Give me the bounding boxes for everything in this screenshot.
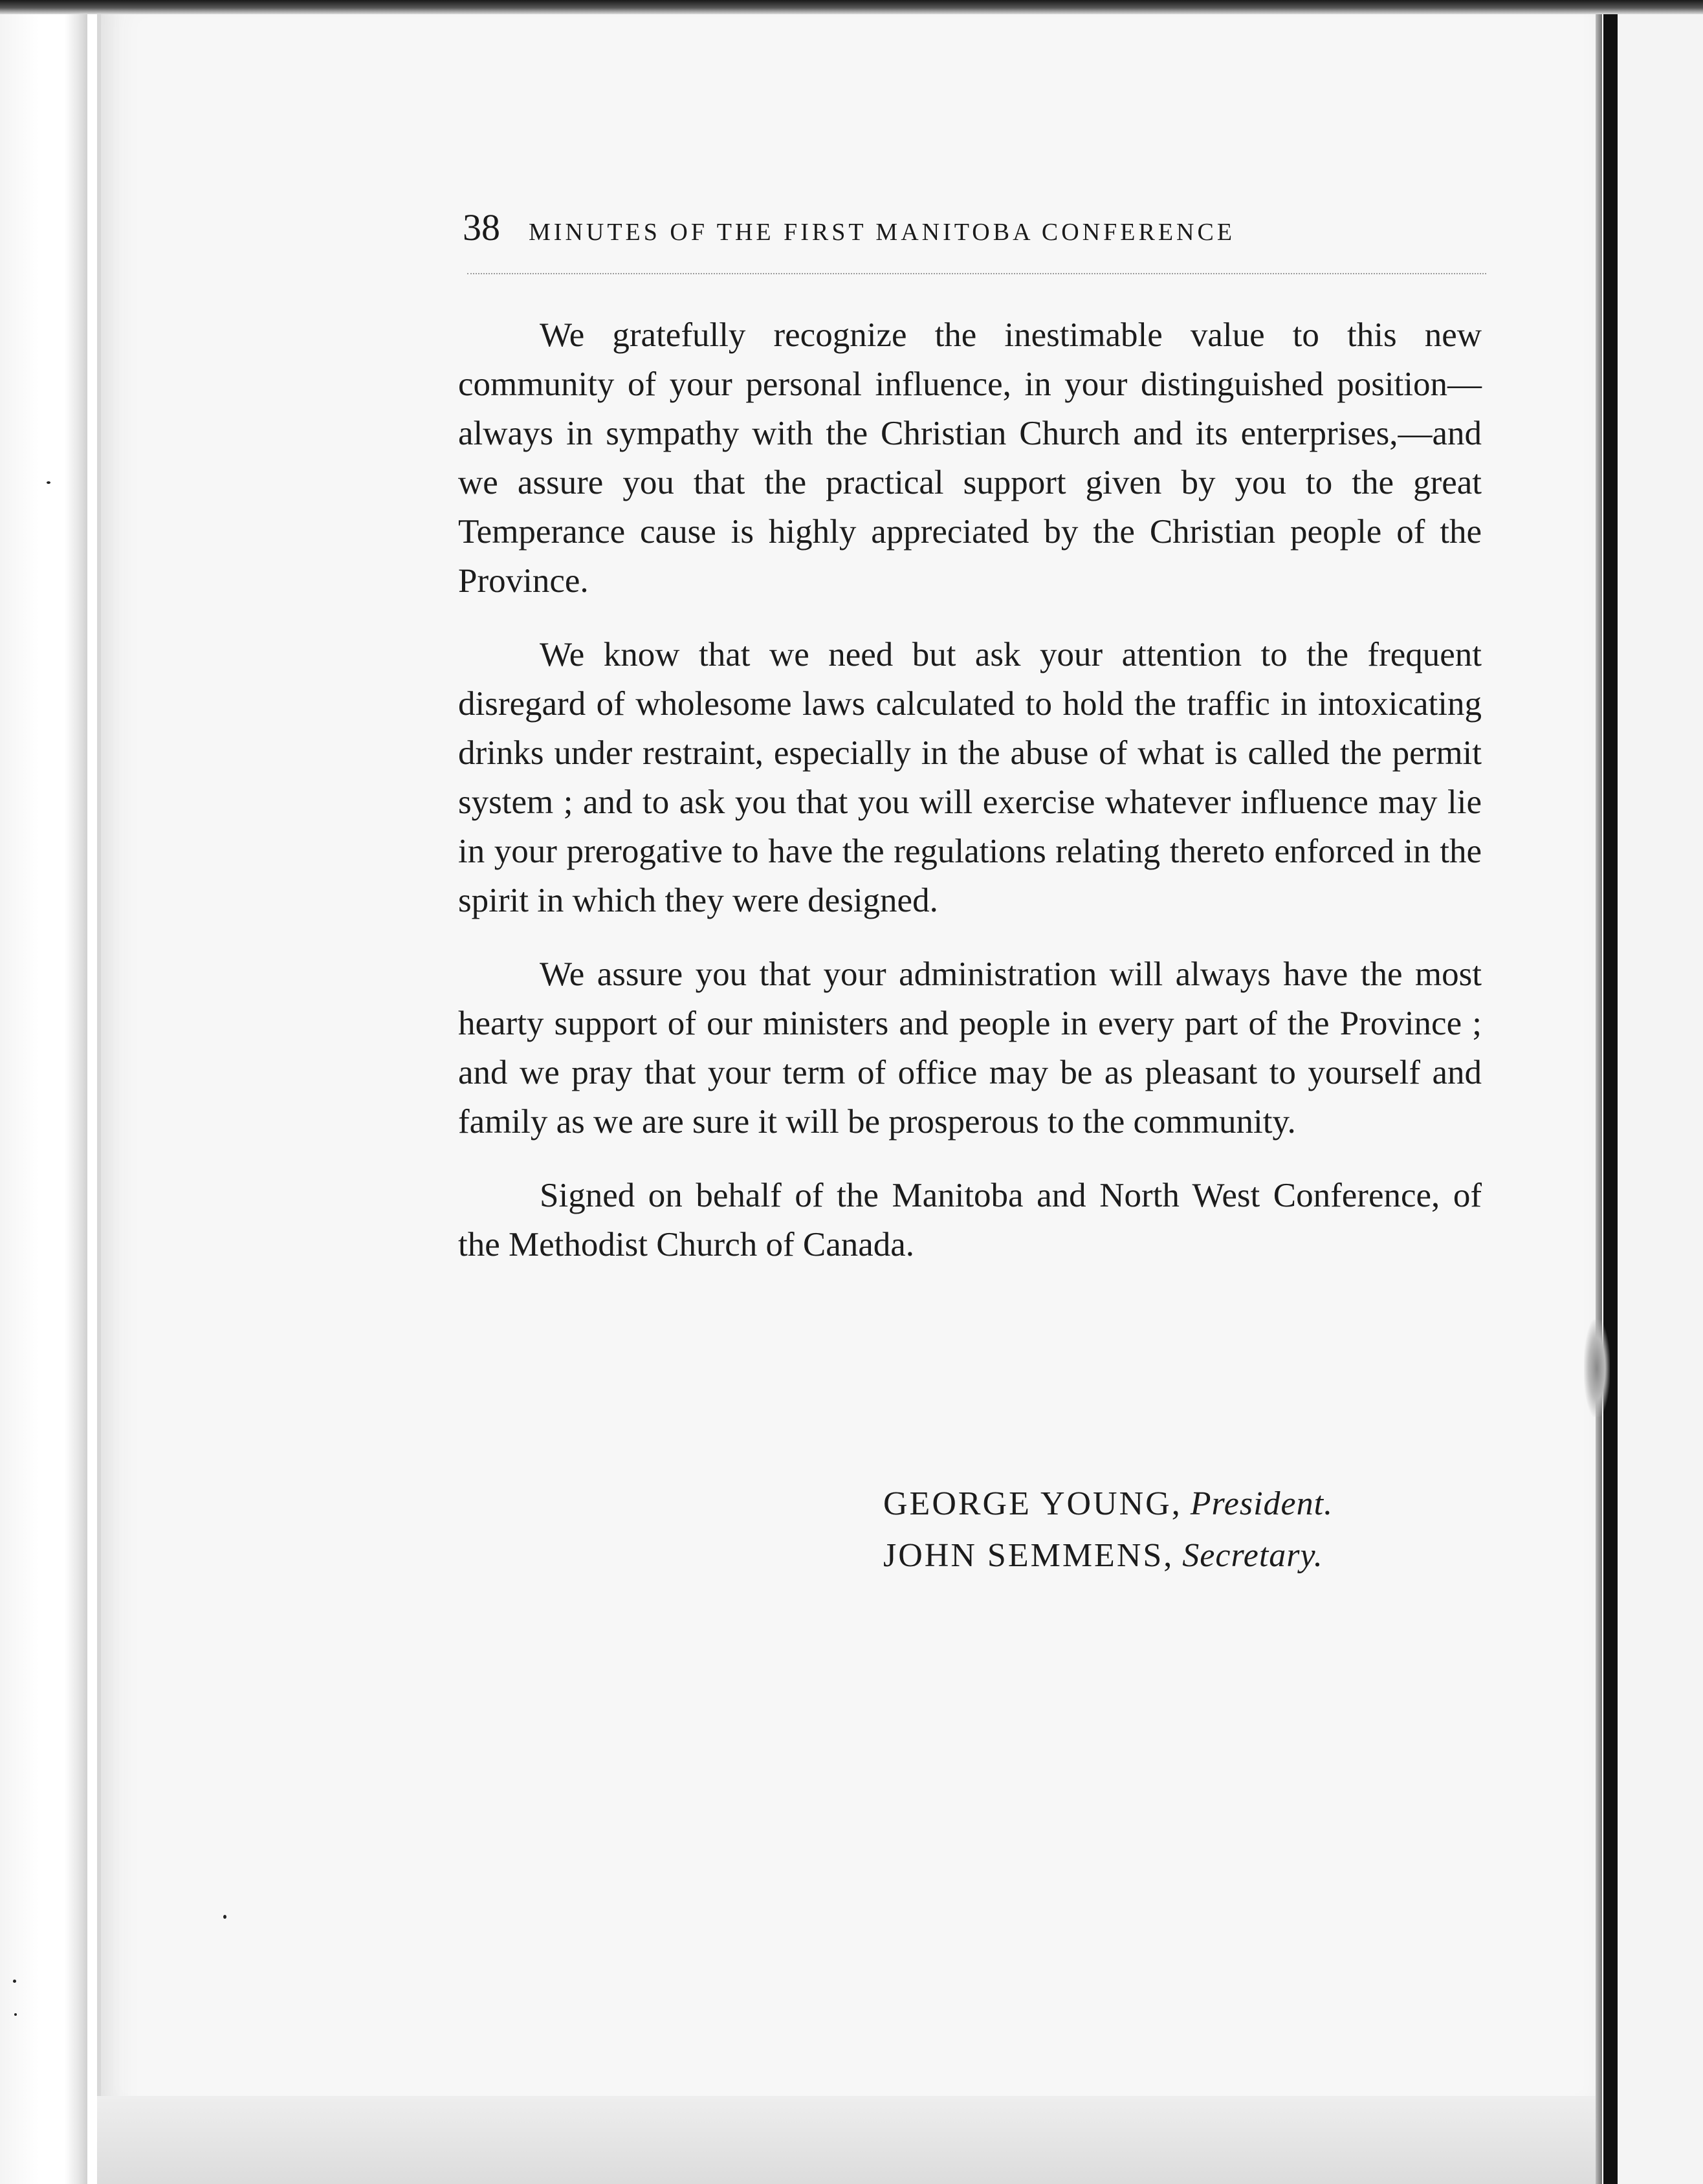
- scan-speck: [14, 2013, 17, 2016]
- signatory-role: Secretary.: [1182, 1537, 1323, 1574]
- header-rule: [467, 273, 1486, 274]
- paragraph: We assure you that your administration will always have the most hearty support of our ministers and people in every part of the Province ; and we pray that your term of office may be as pleasant to yourself and family as we are sure it will be prosperous to the community.: [458, 956, 1482, 1141]
- scanner-left-edge: [0, 0, 87, 2184]
- scanner-top-edge: [0, 0, 1703, 14]
- paragraph: Signed on behalf of the Manitoba and North West Conference, of the Methodist Church of Canada.: [458, 1177, 1482, 1263]
- binding-gutter: [1603, 0, 1618, 2184]
- page-bottom-shadow: [97, 2096, 1598, 2184]
- signature-block: [883, 1478, 1333, 1582]
- body-text: [458, 311, 1482, 1294]
- page-number: 38: [463, 206, 500, 248]
- signatory-name: JOHN SEMMENS,: [883, 1537, 1174, 1574]
- adjacent-page: [1618, 0, 1703, 2184]
- signatory-name: GEORGE YOUNG,: [883, 1485, 1182, 1522]
- paragraph: We know that we need but ask your attention to the frequent disregard of wholesome laws calculated to hold the traffic in intoxicating drinks under restraint, especially in the abuse of what is called the permit system ; and to ask you that you will exercise whatever influence may lie in your prerogative to have the regulations relating thereto enforced in the spirit in which they were designed.: [458, 636, 1482, 919]
- paragraph: We gratefully recognize the inestimable value to this new community of your personal influence, in your distinguished position—always in sympathy with the Christian Church and its enterprises,—and we assure you that the practical support given by you to the great Temperance cause is highly appreciated by the Christian people of the Province.: [458, 316, 1482, 600]
- scan-speck: [223, 1915, 226, 1919]
- scan-speck: [47, 481, 50, 484]
- scan-speck: [13, 1980, 16, 1983]
- signature-line: [883, 1530, 1333, 1582]
- signature-line: [883, 1478, 1333, 1530]
- running-title: MINUTES OF THE FIRST MANITOBA CONFERENCE: [529, 219, 1236, 246]
- running-header: [463, 206, 1401, 249]
- signatory-role: President.: [1190, 1485, 1334, 1522]
- adjacent-page-smudge: [1584, 1320, 1610, 1417]
- page-edge-shadow: [1596, 0, 1602, 2184]
